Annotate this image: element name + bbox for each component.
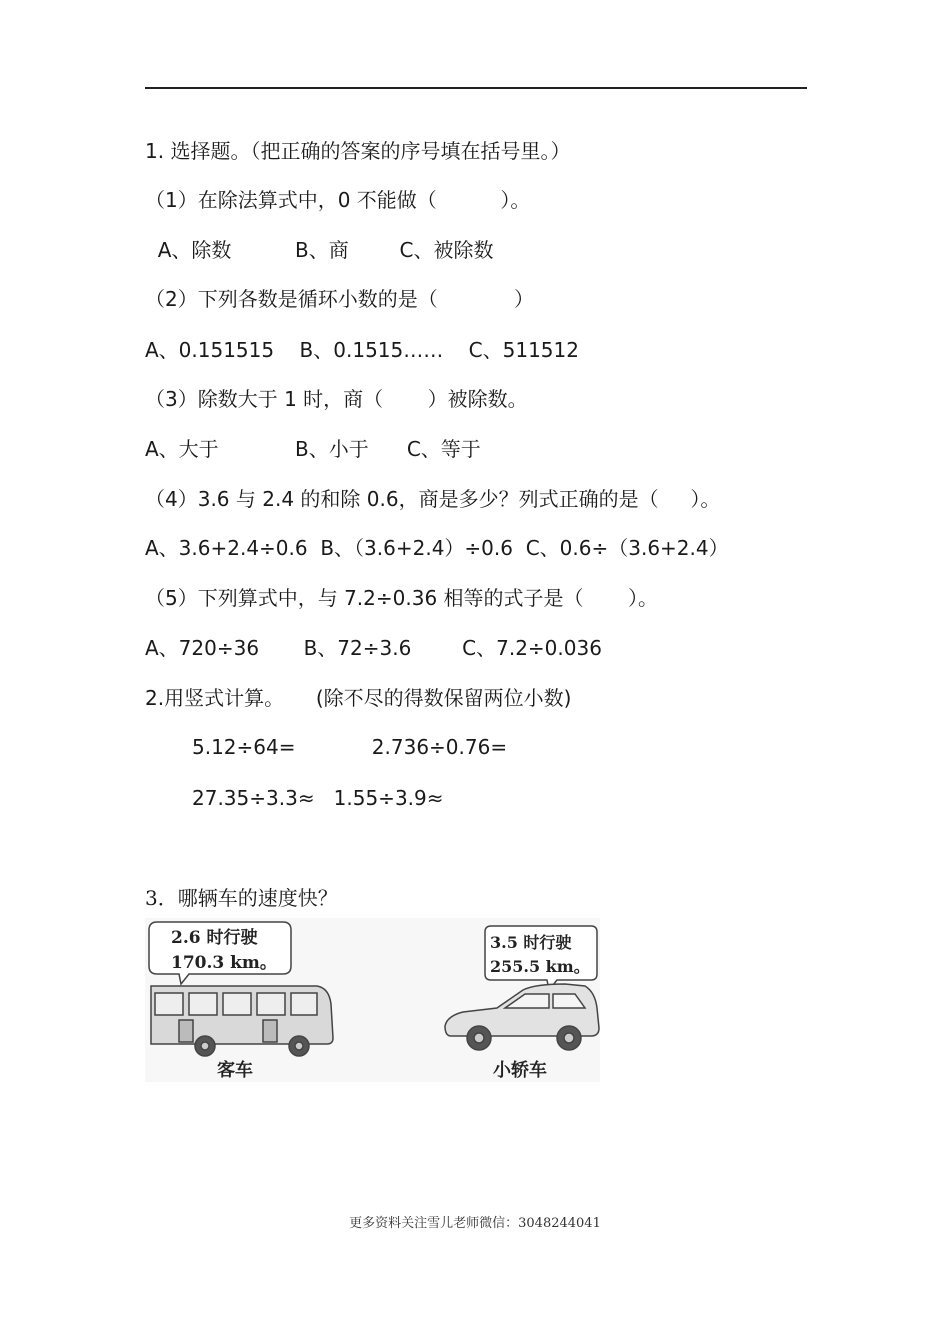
q1-3-options: A、大于 B、小于 C、等于	[145, 437, 481, 461]
q1-title: 1. 选择题。（把正确的答案的序号填在括号里。）	[145, 139, 571, 163]
q1-5-question: （5）下列算式中，与 7.2÷0.36 相等的式子是（ ）。	[145, 586, 659, 610]
bus-speech-bubble	[149, 922, 291, 984]
q1-2-options: A、0.151515 B、0.1515…… C、511512	[145, 338, 579, 362]
q1-4-question: （4）3.6 与 2.4 的和除 0.6，商是多少？列式正确的是（ ）。	[145, 487, 721, 511]
car-speech-bubble	[485, 926, 597, 990]
footer-note: 更多资料关注雪儿老师微信：3048244041	[349, 1216, 601, 1231]
q3-title: 3．哪辆车的速度快？	[145, 886, 338, 910]
vehicles-illustration	[145, 918, 600, 1082]
bus-icon	[151, 986, 333, 1056]
bus-bubble-line2: 170.3 km。	[171, 953, 277, 973]
car-bubble-line1: 3.5 时行驶	[490, 933, 572, 952]
bus-label: 客车	[217, 1060, 253, 1081]
q2-row2: 27.35÷3.3≈ 1.55÷3.9≈	[192, 786, 444, 810]
q1-3-question: （3）除数大于 1 时，商（ ）被除数。	[145, 387, 528, 411]
car-label: 小轿车	[493, 1060, 547, 1081]
q1-1-options: A、除数 B、商 C、被除数	[145, 238, 494, 262]
bus-bubble-line1: 2.6 时行驶	[171, 928, 258, 948]
car-bubble-line2: 255.5 km。	[490, 957, 590, 976]
q2-row1: 5.12÷64= 2.736÷0.76=	[192, 735, 508, 759]
q1-1-question: （1）在除法算式中，0 不能做（ ）。	[145, 188, 531, 212]
q1-2-question: （2）下列各数是循环小数的是（ ）	[145, 287, 535, 311]
header-rule	[145, 87, 807, 89]
car-icon	[445, 984, 599, 1050]
q1-5-options: A、720÷36 B、72÷3.6 C、7.2÷0.036	[145, 636, 602, 660]
q1-4-options: A、3.6+2.4÷0.6 B、（3.6+2.4）÷0.6 C、0.6÷（3.6+2.4）	[145, 536, 729, 560]
q2-title: 2.用竖式计算。 (除不尽的得数保留两位小数)	[145, 686, 572, 710]
